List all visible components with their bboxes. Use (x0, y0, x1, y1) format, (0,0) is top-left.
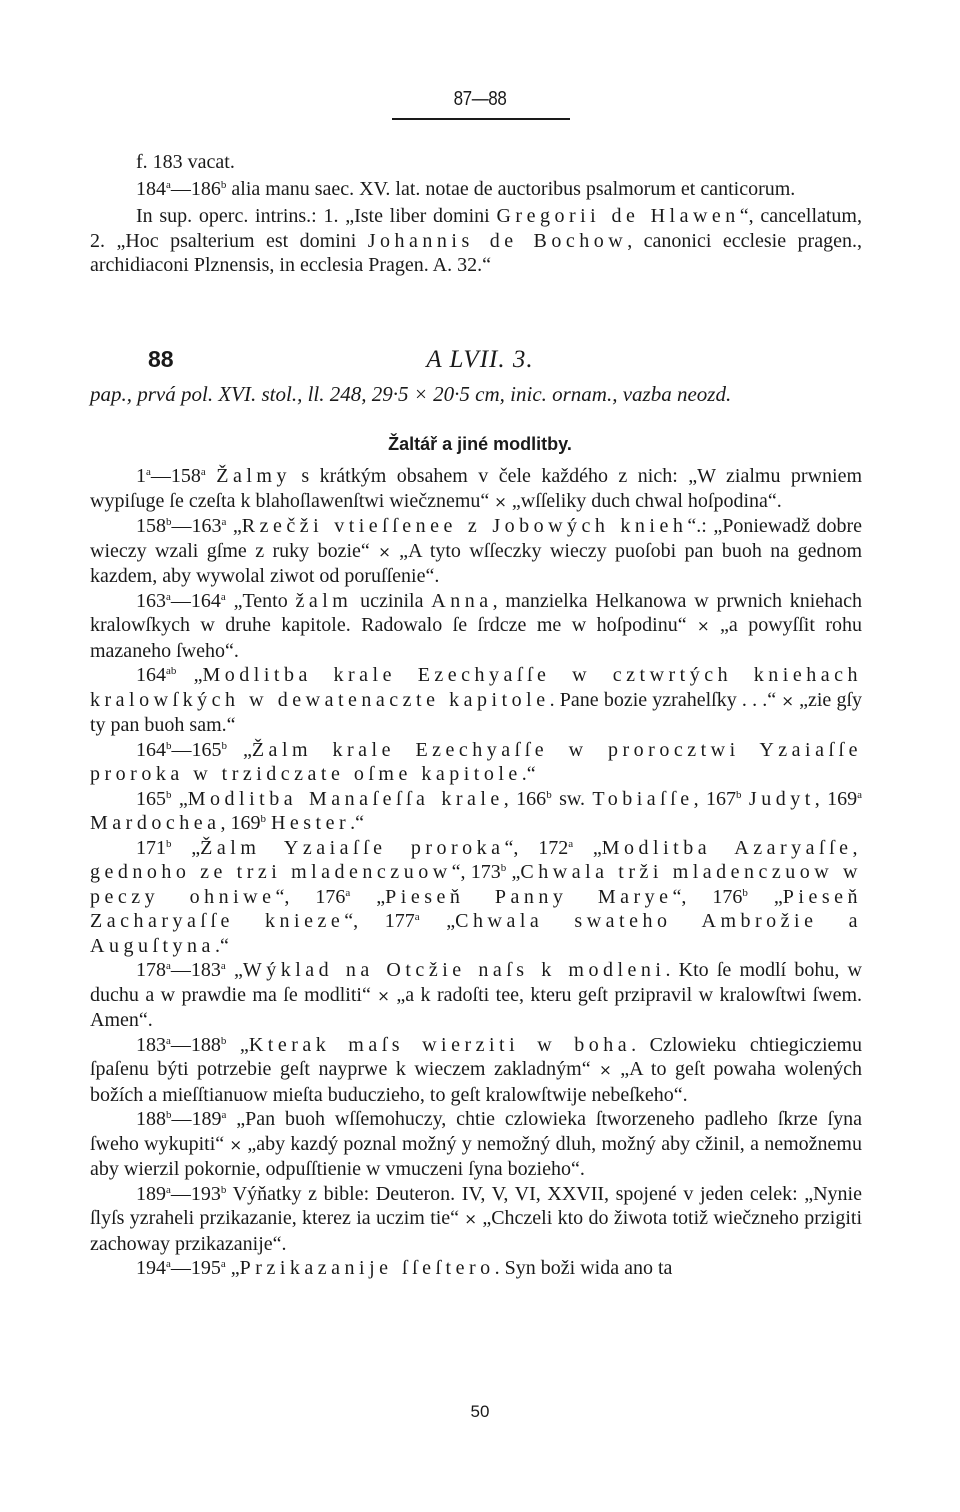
folio-side: a (220, 590, 226, 603)
text-run: 163 (136, 589, 166, 612)
folio-side: b (742, 886, 748, 899)
incipit-explicit-separator: × (229, 1135, 243, 1154)
text-run: 194 (136, 1257, 166, 1279)
spaced-title: Modlitba Manaſeſſa krale (187, 787, 504, 810)
folio-side: a (414, 911, 420, 923)
text-run: uczinila (352, 589, 432, 612)
text-run: , manzielka Helkanowa w prwnich kniehach kralowſkych w druhe kapitole. Radowalo ſe ſrdcze me w hoſpodinu“ (90, 589, 862, 636)
spaced-title: Rzečži vtieſſenee z Jobowých knieh (241, 515, 688, 537)
spaced-title: Judyt (748, 787, 815, 810)
text-run: 158 (136, 515, 166, 537)
text-run: “.: „Poniewadž dobre wieczy wzali gſme z ruky bozie“ (90, 515, 862, 562)
text-run (742, 788, 749, 810)
folio-side: a (857, 788, 863, 801)
folio-side: a (568, 837, 574, 850)
text-run: .“ (350, 812, 365, 834)
contents-paragraph (90, 589, 862, 664)
folio-side: a (166, 1258, 171, 1270)
spaced-name: Gregorii de Hlawen (496, 205, 740, 227)
spaced-title: Žalm krale Ezechyaſſe w prorocztwi Yzaiaſſe proroka w trzidczate oſme kapitole (90, 738, 862, 785)
contents-paragraph (90, 1107, 862, 1182)
text-run: „ (171, 836, 201, 859)
folio-side: b (166, 739, 172, 752)
text-run: “, 176 (672, 885, 743, 908)
paragraph-vacat: f. 183 vacat. (136, 151, 235, 173)
text-run: , canonici ecclesie pragen., archidiaconi Plznensis, in ecclesia Pragen. A. 32.“ (90, 229, 862, 276)
incipit-explicit-separator: × (697, 617, 710, 635)
running-head-rule (392, 118, 570, 120)
folio-side: ab (166, 665, 177, 677)
text-run: “, 177 (344, 910, 415, 932)
folio-side: a (166, 1183, 171, 1196)
contents-paragraph (90, 1182, 862, 1257)
text-run: 171 (136, 836, 166, 859)
text-run: —165 (171, 738, 222, 761)
incipit-explicit-separator: × (599, 1061, 612, 1079)
text-run: , 169 (814, 787, 858, 810)
spaced-title: Hester (270, 812, 351, 834)
text-run: . Czlowieku chtiegicziemu ſpaſenu býti potrzebie geſt nayprwe k wieczem zakladným“ (90, 1033, 862, 1080)
incipit-explicit-separator: × (464, 1210, 477, 1228)
folio-side: a (166, 178, 171, 191)
contents-paragraph (90, 1256, 862, 1281)
folio-side: a (200, 466, 206, 478)
spaced-name: Johannis de Bochow (367, 229, 628, 252)
spaced-title: Chwala swateho Ambrožie a Auguſtyna (90, 910, 862, 957)
text-run: “, 176 (275, 885, 346, 908)
spaced-title: Žalmy (216, 465, 291, 487)
text-run: „ (226, 515, 242, 537)
text-run: „ (225, 959, 243, 981)
text-run: —188 (170, 1033, 221, 1056)
contents-paragraph (90, 1033, 862, 1108)
spaced-title: žalm (295, 589, 353, 612)
folio-side: a (166, 960, 171, 972)
text-run: 1 (136, 465, 146, 487)
text-run: „Pan buoh wſſemohuczy, chtie czlowieka ſtworzeneho padleho ſkrze ſyna ſweho wykupiti“ (90, 1108, 862, 1155)
text-run: , 167 (693, 787, 737, 810)
entry-signature: A LVII. 3. (426, 346, 534, 373)
text-run: In sup. operc. intrins.: 1. „Iste liber domini (136, 205, 497, 227)
text-run: 188 (136, 1108, 166, 1130)
spaced-title: Chwala trži mladenczuow w peczy ohniwe (90, 861, 862, 908)
text-run: 164 (136, 664, 166, 686)
folio-side: b (546, 788, 552, 801)
text-run: „A tyto wſſeczky wieczy puoſobi pan buoh na gednom kazdem, aby wywolal ziwot od poruſſenie“. (90, 539, 863, 587)
text-run: s krátkým obsahem v čele každého z nich: „W zialmu prwniem wypiſuge ſe czeſta k blahoſlawenſtwi wiečznemu“ (90, 465, 863, 512)
incipit-explicit-separator: × (781, 691, 794, 710)
text-run: „Chczeli kto do žiwota totiž wiečzneho przigiti zachoway przikazanije“. (90, 1207, 862, 1255)
paragraph-ownership (90, 204, 862, 278)
incipit-explicit-separator: × (494, 492, 507, 511)
text-run: alia manu saec. XV. lat. notae de auctoribus psalmorum et canticorum. (226, 177, 796, 200)
folio-ref: 186 (190, 177, 221, 200)
spaced-title: Modlitba Azaryaſſe, gednoho ze trzi mladenczuow (90, 836, 862, 883)
text-run: „ (176, 664, 203, 686)
text-run: 183 (136, 1033, 166, 1056)
text-run: „ (350, 885, 386, 908)
spaced-title: Tobiaſſe (592, 787, 694, 810)
spaced-title: Wýklad na Otcžie naſs k modleni (242, 959, 666, 981)
entry-header (0, 346, 960, 378)
spaced-title: Anna (431, 589, 493, 612)
folio-side: b (736, 788, 742, 801)
text-run: —163 (171, 515, 222, 537)
folio-side: b (166, 788, 172, 801)
folio-side: b (500, 862, 507, 874)
text-run: .“ (214, 934, 229, 957)
folio-side: a (221, 1109, 227, 1121)
text-run: “, cancellatum, 2. „Hoc psalterium est domini (90, 205, 862, 252)
contents-paragraph (90, 787, 862, 836)
text-run: “, 173 (451, 861, 501, 883)
text-run: 178 (136, 959, 166, 981)
spaced-title: Pieseň Zacharyaſſe knieze (90, 885, 862, 932)
folio-side: b (166, 516, 172, 528)
text-run: Výňatky z bible: Deuteron. IV, V, VI, XXVII, spojené v jeden celek: „Nynie ſlyſs yzraheli przikazanie, kterez ia uczim tie“ (90, 1182, 862, 1229)
entry-number: 88 (148, 346, 174, 372)
text-run: „ (747, 885, 783, 908)
page-folio: 50 (470, 1402, 490, 1421)
spaced-title: Žalm Yzaiaſſe proroka (200, 836, 505, 859)
contents-paragraph (90, 738, 862, 787)
folio-side: b (260, 813, 266, 825)
dash: — (170, 177, 191, 200)
spaced-title: Pieseň Panny Marye (385, 885, 673, 908)
folio-side: b (220, 178, 227, 191)
text-run: 189 (136, 1182, 166, 1205)
entry-contents (90, 464, 862, 1281)
text-run: „ (573, 836, 602, 859)
text-run: —195 (170, 1257, 221, 1279)
text-run: „ (226, 1033, 249, 1056)
folio-ref: 184 (136, 177, 166, 200)
text-run: „zie gſy ty pan buoh sam.“ (90, 688, 862, 736)
folio-side: b (220, 1034, 227, 1047)
folio-side: a (220, 1258, 226, 1270)
text-run: . Syn boži wida ano ta (494, 1257, 673, 1279)
entry-description: pap., prvá pol. XVI. stol., ll. 248, 29·5 × 20·5 cm, inic. ornam., vazba neozd. (90, 382, 732, 406)
text-run: . Pane bozie yzrahelſky . . .“ (549, 688, 782, 711)
text-run: „ (227, 738, 252, 761)
folio-side: a (345, 886, 351, 899)
text-run (206, 465, 216, 487)
folio-side: a (166, 590, 171, 603)
incipit-explicit-separator: × (378, 542, 391, 561)
contents-paragraph (90, 958, 862, 1033)
text-run: „wſſeliky duch chwal hoſpodina“. (506, 489, 782, 512)
text-run: .“ (521, 763, 536, 785)
spaced-title: Kterak maſs wierziti w boha (248, 1033, 632, 1056)
contents-paragraph (90, 663, 862, 738)
contents-paragraph (90, 836, 862, 959)
folio-side: a (146, 466, 151, 478)
running-head: 87—88 (453, 88, 507, 110)
contents-paragraph (90, 464, 862, 514)
previous-entry-text (90, 150, 862, 278)
folio-side: b (166, 837, 172, 850)
text-run: —158 (150, 465, 201, 487)
folio-side: a (221, 516, 227, 528)
folio-side: a (166, 1034, 171, 1047)
folio-side: a (220, 960, 226, 972)
text-run: „A to geſt powaha wolených božích a mieſſtianuow mieſta buduczieho, to geſt kralowſtwije nebeſkeho“. (90, 1058, 862, 1106)
text-run: —189 (171, 1108, 222, 1130)
text-run: , 166 (503, 787, 547, 810)
entry-title: Žaltář a jiné modlitby. (388, 434, 572, 454)
text-run: „ (171, 787, 188, 810)
spaced-title: Przikazanije ſſeſtero (239, 1257, 495, 1279)
text-run: „ (506, 861, 521, 883)
spaced-title: Modlitba krale Ezechyaſſe w cztwrtých kniehach kralowſkých w dewatenaczte kapitole (90, 664, 862, 711)
text-run: —164 (170, 589, 221, 612)
text-run: “, 172 (504, 836, 569, 859)
folio-side: b (221, 739, 227, 752)
folio-side: b (166, 1109, 172, 1121)
text-run: —193 (170, 1182, 221, 1205)
text-run: „ (225, 1257, 240, 1279)
text-run: „ (419, 910, 456, 932)
spaced-title: Mardochea (90, 812, 221, 834)
text-run: sw. (551, 787, 593, 810)
contents-paragraph (90, 514, 862, 589)
text-run: 164 (136, 738, 166, 761)
text-run: —183 (170, 959, 221, 981)
text-run: „a powyſſit rohu mazaneho ſweho“. (90, 614, 862, 662)
text-run: , 169 (220, 812, 261, 834)
text-run: „a k radoſti tee, kteru geſt przipravil w kralowſtwi ſwem. Amen“. (90, 983, 862, 1031)
text-run: 165 (136, 787, 166, 810)
folio-side: b (220, 1183, 227, 1196)
incipit-explicit-separator: × (377, 986, 390, 1005)
text-run: „Tento (225, 589, 296, 612)
text-run: „aby kazdý poznal možný y nemožný dluh, možný aby cžinil, a nemožnemu aby wierzil pokornie, odpuſſtienie w vmuczeni ſyna bozieho“. (90, 1132, 862, 1180)
paragraph-notae (90, 177, 862, 202)
text-run: . Kto ſe modlí bohu, w duchu a w prawdie ma ſe modliti“ (90, 959, 863, 1006)
